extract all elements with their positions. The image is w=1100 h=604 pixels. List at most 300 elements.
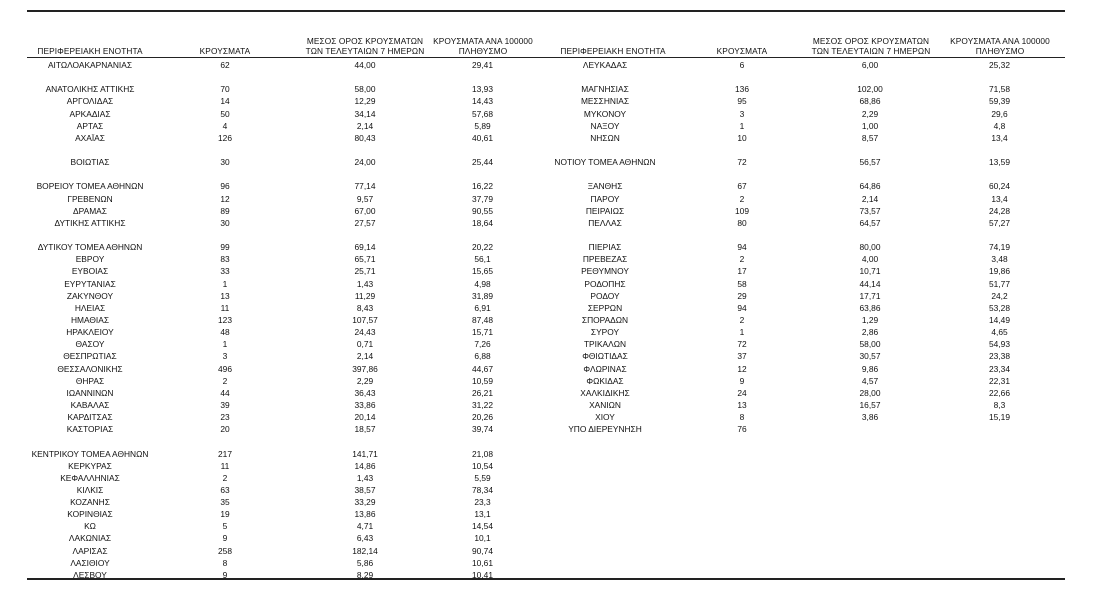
left-header-per100k: ΚΡΟΥΣΜΑΤΑ ΑΝΑ 100000 ΠΛΗΘΥΣΜΟ	[433, 36, 533, 56]
left-header-cases: ΚΡΟΥΣΜΑΤΑ	[199, 46, 251, 56]
table-row	[0, 545, 550, 557]
table-row	[0, 569, 550, 581]
region-cell: ΛΕΥΚΑΔΑΣ	[582, 60, 628, 70]
per100k-cell: 71,58	[989, 84, 1010, 95]
avg7-cell: 1,43	[356, 472, 374, 483]
cases-cell: 33	[220, 266, 230, 277]
cases-cell: 496	[218, 363, 232, 374]
per100k-cell: 13,1	[474, 509, 491, 520]
avg7-cell: 2,14	[356, 351, 374, 362]
avg7-cell: 182,14	[352, 545, 378, 556]
per100k-cell: 25,32	[989, 60, 1010, 70]
per100k-cell: 57,68	[472, 108, 493, 119]
region-cell: ΧΑΛΚΙΔΙΚΗΣ	[580, 387, 630, 398]
region-cell: ΛΕΣΒΟΥ	[73, 569, 107, 580]
per100k-cell: 25,44	[472, 157, 493, 168]
avg7-cell: 5,86	[356, 557, 374, 568]
table-row	[0, 350, 1100, 362]
per100k-cell: 22,66	[989, 387, 1010, 398]
region-cell: ΗΛΕΙΑΣ	[74, 302, 106, 313]
avg7-cell: 1,43	[356, 278, 374, 289]
region-cell: ΥΠΟ ΔΙΕΡΕΥΝΗΣΗ	[568, 424, 642, 435]
avg7-cell: 30,57	[859, 351, 881, 362]
avg7-cell: 33,29	[354, 497, 376, 508]
avg7-cell: 0,71	[356, 339, 374, 350]
per100k-cell: 16,22	[472, 181, 493, 192]
per100k-cell: 18,64	[472, 217, 493, 228]
avg7-cell: 9,57	[356, 193, 374, 204]
table-row	[0, 265, 1100, 277]
table-row	[0, 59, 1100, 71]
cases-cell: 76	[737, 424, 747, 435]
table-row	[0, 217, 1100, 229]
avg7-cell: 2,14	[356, 120, 374, 131]
cases-cell: 3	[739, 108, 745, 119]
region-cell: ΚΟΖΑΝΗΣ	[70, 497, 110, 508]
region-cell: ΚΩ	[84, 521, 96, 532]
per100k-cell: 22,31	[989, 375, 1010, 386]
avg7-cell: 27,57	[354, 217, 376, 228]
region-cell: ΑΡΓΟΛΙΔΑΣ	[66, 96, 114, 107]
cases-cell: 9	[222, 533, 228, 544]
cases-cell: 11	[220, 460, 230, 471]
avg7-cell: 9,86	[861, 363, 879, 374]
cases-cell: 30	[220, 217, 230, 228]
per100k-cell: 5,59	[474, 472, 491, 483]
avg7-cell: 65,71	[354, 254, 376, 265]
per100k-cell: 24,2	[991, 290, 1008, 301]
table-row	[0, 363, 1100, 375]
avg7-cell: 2,29	[356, 375, 374, 386]
avg7-cell: 38,57	[354, 484, 376, 495]
per100k-cell: 15,65	[472, 266, 493, 277]
avg7-cell: 25,71	[354, 266, 376, 277]
region-cell: ΝΑΞΟΥ	[590, 120, 620, 131]
avg7-cell: 4,71	[356, 521, 374, 532]
region-cell: ΧΑΝΙΩΝ	[589, 399, 621, 410]
cases-cell: 123	[218, 314, 232, 325]
cases-cell: 3	[222, 351, 228, 362]
avg7-cell: 1,00	[861, 120, 879, 131]
region-cell: ΦΩΚΙΔΑΣ	[586, 375, 624, 386]
table-row	[0, 448, 550, 460]
region-cell: ΦΘΙΩΤΙΔΑΣ	[582, 351, 628, 362]
table-row	[0, 557, 550, 569]
per100k-cell: 15,71	[472, 327, 493, 338]
avg7-cell: 12,29	[354, 96, 376, 107]
cases-cell: 96	[220, 181, 230, 192]
region-cell: ΠΙΕΡΙΑΣ	[588, 242, 622, 253]
table-row	[0, 156, 1100, 168]
per100k-cell: 15,19	[989, 412, 1010, 423]
region-cell: ΕΥΡΥΤΑΝΙΑΣ	[64, 278, 116, 289]
per100k-cell: 31,89	[472, 290, 493, 301]
region-cell: ΣΥΡΟΥ	[590, 327, 620, 338]
cases-cell: 8	[222, 557, 228, 568]
table-row	[0, 399, 1100, 411]
cases-cell: 136	[735, 84, 749, 95]
per100k-cell: 56,1	[474, 254, 491, 265]
avg7-cell: 6,00	[861, 60, 879, 70]
table-row	[0, 180, 1100, 192]
avg7-cell: 4,00	[861, 254, 879, 265]
cases-cell: 1	[739, 120, 745, 131]
per100k-cell: 23,3	[474, 497, 491, 508]
per100k-cell: 10,61	[472, 557, 493, 568]
per100k-cell: 14,43	[472, 96, 493, 107]
per100k-cell: 40,61	[472, 132, 493, 143]
cases-cell: 5	[222, 521, 228, 532]
avg7-cell: 67,00	[354, 205, 376, 216]
cases-cell: 12	[737, 363, 747, 374]
per100k-cell: 4,8	[993, 120, 1006, 131]
table-row	[0, 314, 1100, 326]
region-cell: ΚΕΦΑΛΛΗΝΙΑΣ	[60, 472, 120, 483]
table-row	[0, 508, 550, 520]
cases-cell: 14	[220, 96, 230, 107]
cases-cell: 13	[737, 399, 747, 410]
avg7-cell: 18,57	[354, 424, 376, 435]
cases-cell: 6	[739, 60, 745, 70]
region-cell: ΡΟΔΟΥ	[590, 290, 620, 301]
cases-cell: 35	[220, 497, 230, 508]
cases-cell: 58	[737, 278, 747, 289]
cases-cell: 44	[220, 387, 230, 398]
cases-cell: 99	[220, 242, 230, 253]
per100k-cell: 3,48	[991, 254, 1008, 265]
cases-cell: 1	[222, 278, 228, 289]
per100k-cell: 14,49	[989, 314, 1010, 325]
right-header-cases: ΚΡΟΥΣΜΑΤΑ	[716, 46, 768, 56]
region-cell: ΘΗΡΑΣ	[75, 375, 105, 386]
cases-cell: 80	[737, 217, 747, 228]
cases-cell: 1	[222, 339, 228, 350]
region-cell: ΔΡΑΜΑΣ	[73, 205, 107, 216]
cases-cell: 50	[220, 108, 230, 119]
region-cell: ΗΜΑΘΙΑΣ	[70, 314, 110, 325]
per100k-cell: 26,21	[472, 387, 493, 398]
per100k-cell: 4,98	[474, 278, 491, 289]
region-cell: ΓΡΕΒΕΝΩΝ	[67, 193, 113, 204]
avg7-cell: 80,00	[859, 242, 881, 253]
avg7-cell: 8,57	[861, 132, 879, 143]
region-cell: ΕΥΒΟΙΑΣ	[71, 266, 109, 277]
table-row	[0, 338, 1100, 350]
table-row	[0, 484, 550, 496]
region-cell: ΚΑΒΑΛΑΣ	[70, 399, 110, 410]
per100k-cell: 78,34	[472, 484, 493, 495]
per100k-cell: 23,34	[989, 363, 1010, 374]
cases-cell: 13	[220, 290, 230, 301]
cases-cell: 94	[737, 302, 747, 313]
avg7-cell: 24,43	[354, 327, 376, 338]
cases-cell: 2	[222, 472, 228, 483]
cases-cell: 89	[220, 205, 230, 216]
avg7-cell: 17,71	[859, 290, 881, 301]
region-cell: ΛΑΣΙΘΙΟΥ	[70, 557, 110, 568]
region-cell: ΡΟΔΟΠΗΣ	[584, 278, 626, 289]
region-cell: ΚΙΛΚΙΣ	[76, 484, 104, 495]
per100k-cell: 90,55	[472, 205, 493, 216]
avg7-cell: 73,57	[859, 205, 881, 216]
region-cell: ΑΡΤΑΣ	[76, 120, 104, 131]
avg7-cell: 397,86	[352, 363, 378, 374]
avg7-cell: 80,43	[354, 132, 376, 143]
per100k-cell: 31,22	[472, 399, 493, 410]
region-cell: ΚΑΣΤΟΡΙΑΣ	[66, 424, 114, 435]
region-cell: ΦΛΩΡΙΝΑΣ	[583, 363, 627, 374]
per100k-cell: 44,67	[472, 363, 493, 374]
cases-cell: 67	[737, 181, 747, 192]
avg7-cell: 44,00	[354, 60, 376, 70]
table-row	[0, 205, 1100, 217]
per100k-cell: 6,88	[474, 351, 491, 362]
region-cell: ΣΠΟΡΑΔΩΝ	[581, 314, 629, 325]
avg7-cell: 4,57	[861, 375, 879, 386]
avg7-cell: 13,86	[354, 509, 376, 520]
cases-cell: 24	[737, 387, 747, 398]
cases-cell: 30	[220, 157, 230, 168]
cases-cell: 95	[737, 96, 747, 107]
per100k-cell: 13,4	[991, 193, 1008, 204]
cases-cell: 17	[737, 266, 747, 277]
per100k-cell: 10,54	[472, 460, 493, 471]
region-cell: ΧΙΟΥ	[595, 412, 615, 423]
avg7-cell: 6,43	[356, 533, 374, 544]
table-row	[0, 144, 1100, 156]
cases-cell: 39	[220, 399, 230, 410]
avg7-cell: 2,86	[861, 327, 879, 338]
region-cell: ΛΑΡΙΣΑΣ	[72, 545, 108, 556]
per100k-cell: 54,93	[989, 339, 1010, 350]
avg7-cell: 58,00	[354, 84, 376, 95]
table-row	[0, 193, 1100, 205]
region-cell: ΝΟΤΙΟΥ ΤΟΜΕΑ ΑΘΗΝΩΝ	[554, 157, 656, 168]
cases-cell: 4	[222, 120, 228, 131]
per100k-cell: 10,1	[474, 533, 491, 544]
avg7-cell: 102,00	[857, 84, 883, 95]
table-row	[0, 387, 1100, 399]
avg7-cell: 20,14	[354, 412, 376, 423]
table-row	[0, 253, 1100, 265]
avg7-cell: 33,86	[354, 399, 376, 410]
cases-cell: 29	[737, 290, 747, 301]
table-row	[0, 71, 1100, 83]
table-row	[0, 472, 550, 484]
region-cell: ΝΗΣΩΝ	[590, 132, 620, 143]
avg7-cell: 69,14	[354, 242, 376, 253]
avg7-cell: 16,57	[859, 399, 881, 410]
avg7-cell: 56,57	[859, 157, 881, 168]
avg7-cell: 14,86	[354, 460, 376, 471]
per100k-cell: 21,08	[472, 448, 493, 459]
per100k-cell: 24,28	[989, 205, 1010, 216]
per100k-cell: 29,41	[472, 60, 493, 70]
per100k-cell: 19,86	[989, 266, 1010, 277]
region-cell: ΑΡΚΑΔΙΑΣ	[69, 108, 111, 119]
per100k-cell: 13,59	[989, 157, 1010, 168]
table-row	[0, 302, 1100, 314]
per100k-cell: 4,65	[991, 327, 1008, 338]
per100k-cell: 87,48	[472, 314, 493, 325]
avg7-cell: 1,29	[861, 314, 879, 325]
per100k-cell: 13,4	[991, 132, 1008, 143]
table-row	[0, 460, 550, 472]
table-row	[0, 241, 1100, 253]
avg7-cell: 107,57	[352, 314, 378, 325]
region-cell: ΗΡΑΚΛΕΙΟΥ	[66, 327, 114, 338]
table-row	[0, 95, 1100, 107]
per100k-cell: 13,93	[472, 84, 493, 95]
avg7-cell: 64,57	[859, 217, 881, 228]
cases-cell: 20	[220, 424, 230, 435]
avg7-cell: 34,14	[354, 108, 376, 119]
region-cell: ΚΑΡΔΙΤΣΑΣ	[67, 412, 113, 423]
region-cell: ΡΕΘΥΜΝΟΥ	[581, 266, 629, 277]
table-row	[0, 520, 550, 532]
table-row	[0, 120, 1100, 132]
cases-cell: 94	[737, 242, 747, 253]
region-cell: ΚΟΡΙΝΘΙΑΣ	[67, 509, 113, 520]
right-header-avg7: ΜΕΣΟΣ ΟΡΟΣ ΚΡΟΥΣΜΑΤΩΝ ΤΩΝ ΤΕΛΕΥΤΑΙΩΝ 7 ΗΜΕΡΩΝ	[811, 36, 931, 56]
per100k-cell: 5,89	[474, 120, 491, 131]
table-row	[0, 290, 1100, 302]
per100k-cell: 51,77	[989, 278, 1010, 289]
region-cell: ΠΡΕΒΕΖΑΣ	[582, 254, 628, 265]
right-table	[0, 59, 1100, 435]
avg7-cell: 2,29	[861, 108, 879, 119]
per100k-cell: 29,6	[991, 108, 1008, 119]
per100k-cell: 74,19	[989, 242, 1010, 253]
top-rule	[27, 10, 1065, 12]
region-cell: ΠΕΛΛΑΣ	[588, 217, 622, 228]
avg7-cell: 64,86	[859, 181, 881, 192]
right-header-per100k: ΚΡΟΥΣΜΑΤΑ ΑΝΑ 100000 ΠΛΗΘΥΣΜΟ	[950, 36, 1050, 56]
header-rule	[27, 57, 1065, 58]
table-row	[0, 326, 1100, 338]
table-row	[0, 83, 1100, 95]
table-row	[0, 108, 1100, 120]
region-cell: ΘΕΣΠΡΩΤΙΑΣ	[63, 351, 117, 362]
avg7-cell: 58,00	[859, 339, 881, 350]
region-cell: ΒΟΙΩΤΙΑΣ	[70, 157, 110, 168]
region-cell: ΔΥΤΙΚΟΥ ΤΟΜΕΑ ΑΘΗΝΩΝ	[37, 242, 143, 253]
cases-cell: 23	[220, 412, 230, 423]
table-row	[0, 496, 550, 508]
cases-cell: 258	[218, 545, 232, 556]
per100k-cell: 59,39	[989, 96, 1010, 107]
region-cell: ΛΑΚΩΝΙΑΣ	[68, 533, 112, 544]
avg7-cell: 44,14	[859, 278, 881, 289]
region-cell: ΙΩΑΝΝΙΝΩΝ	[66, 387, 114, 398]
region-cell: ΚΕΡΚΥΡΑΣ	[68, 460, 112, 471]
cases-cell: 217	[218, 448, 232, 459]
region-cell: ΖΑΚΥΝΘΟΥ	[66, 290, 114, 301]
region-cell: ΤΡΙΚΑΛΩΝ	[583, 339, 627, 350]
cases-cell: 2	[739, 314, 745, 325]
region-cell: ΑΝΑΤΟΛΙΚΗΣ ΑΤΤΙΚΗΣ	[45, 84, 135, 95]
table-row	[0, 532, 550, 544]
avg7-cell: 2,14	[861, 193, 879, 204]
region-cell: ΞΑΝΘΗΣ	[587, 181, 623, 192]
table-row	[0, 132, 1100, 144]
per100k-cell: 60,24	[989, 181, 1010, 192]
table-row	[0, 435, 550, 447]
table-row	[0, 375, 1100, 387]
per100k-cell: 53,28	[989, 302, 1010, 313]
region-cell: ΠΕΙΡΑΙΩΣ	[585, 205, 625, 216]
cases-cell: 72	[737, 339, 747, 350]
avg7-cell: 63,86	[859, 302, 881, 313]
per100k-cell: 10,41	[472, 569, 493, 580]
avg7-cell: 3,86	[861, 412, 879, 423]
region-cell: ΑΧΑΪΑΣ	[75, 132, 105, 143]
region-cell: ΜΑΓΝΗΣΙΑΣ	[581, 84, 629, 95]
region-cell: ΒΟΡΕΙΟΥ ΤΟΜΕΑ ΑΘΗΝΩΝ	[36, 181, 144, 192]
per100k-cell: 39,74	[472, 424, 493, 435]
cases-cell: 1	[739, 327, 745, 338]
cases-cell: 37	[737, 351, 747, 362]
region-cell: ΕΒΡΟΥ	[75, 254, 105, 265]
per100k-cell: 57,27	[989, 217, 1010, 228]
cases-cell: 9	[739, 375, 745, 386]
right-header-region: ΠΕΡΙΦΕΡΕΙΑΚΗ ΕΝΟΤΗΤΑ	[560, 46, 666, 56]
cases-cell: 62	[220, 60, 230, 70]
avg7-cell: 36,43	[354, 387, 376, 398]
table-row	[0, 229, 1100, 241]
cases-cell: 48	[220, 327, 230, 338]
avg7-cell: 8,43	[356, 302, 374, 313]
per100k-cell: 6,91	[474, 302, 491, 313]
avg7-cell: 10,71	[859, 266, 881, 277]
per100k-cell: 10,59	[472, 375, 493, 386]
cases-cell: 8	[739, 412, 745, 423]
per100k-cell: 8,3	[993, 399, 1006, 410]
region-cell: ΑΙΤΩΛΟΑΚΑΡΝΑΝΙΑΣ	[47, 60, 133, 70]
region-cell: ΚΕΝΤΡΙΚΟΥ ΤΟΜΕΑ ΑΘΗΝΩΝ	[31, 448, 149, 459]
region-cell: ΣΕΡΡΩΝ	[587, 302, 623, 313]
region-cell: ΘΑΣΟΥ	[75, 339, 105, 350]
per100k-cell: 37,79	[472, 193, 493, 204]
region-cell: ΜΥΚΟΝΟΥ	[583, 108, 627, 119]
region-cell: ΜΕΣΣΗΝΙΑΣ	[580, 96, 630, 107]
per100k-cell: 14,54	[472, 521, 493, 532]
cases-cell: 83	[220, 254, 230, 265]
per100k-cell: 7,26	[474, 339, 491, 350]
table-row	[0, 278, 1100, 290]
per100k-cell: 20,26	[472, 412, 493, 423]
cases-cell: 63	[220, 484, 230, 495]
left-header-avg7: ΜΕΣΟΣ ΟΡΟΣ ΚΡΟΥΣΜΑΤΩΝ ΤΩΝ ΤΕΛΕΥΤΑΙΩΝ 7 ΗΜΕΡΩΝ	[305, 36, 425, 56]
per100k-cell: 20,22	[472, 242, 493, 253]
avg7-cell: 28,00	[859, 387, 881, 398]
table-row	[0, 168, 1100, 180]
region-cell: ΔΥΤΙΚΗΣ ΑΤΤΙΚΗΣ	[54, 217, 126, 228]
avg7-cell: 77,14	[354, 181, 376, 192]
cases-cell: 19	[220, 509, 230, 520]
left-header-region: ΠΕΡΙΦΕΡΕΙΑΚΗ ΕΝΟΤΗΤΑ	[37, 46, 143, 56]
cases-cell: 2	[739, 254, 745, 265]
cases-cell: 11	[220, 302, 230, 313]
cases-cell: 2	[739, 193, 745, 204]
cases-cell: 126	[218, 132, 232, 143]
cases-cell: 12	[220, 193, 230, 204]
cases-cell: 72	[737, 157, 747, 168]
cases-cell: 109	[735, 205, 749, 216]
cases-cell: 9	[222, 569, 228, 580]
avg7-cell: 24,00	[354, 157, 376, 168]
cases-cell: 70	[220, 84, 230, 95]
